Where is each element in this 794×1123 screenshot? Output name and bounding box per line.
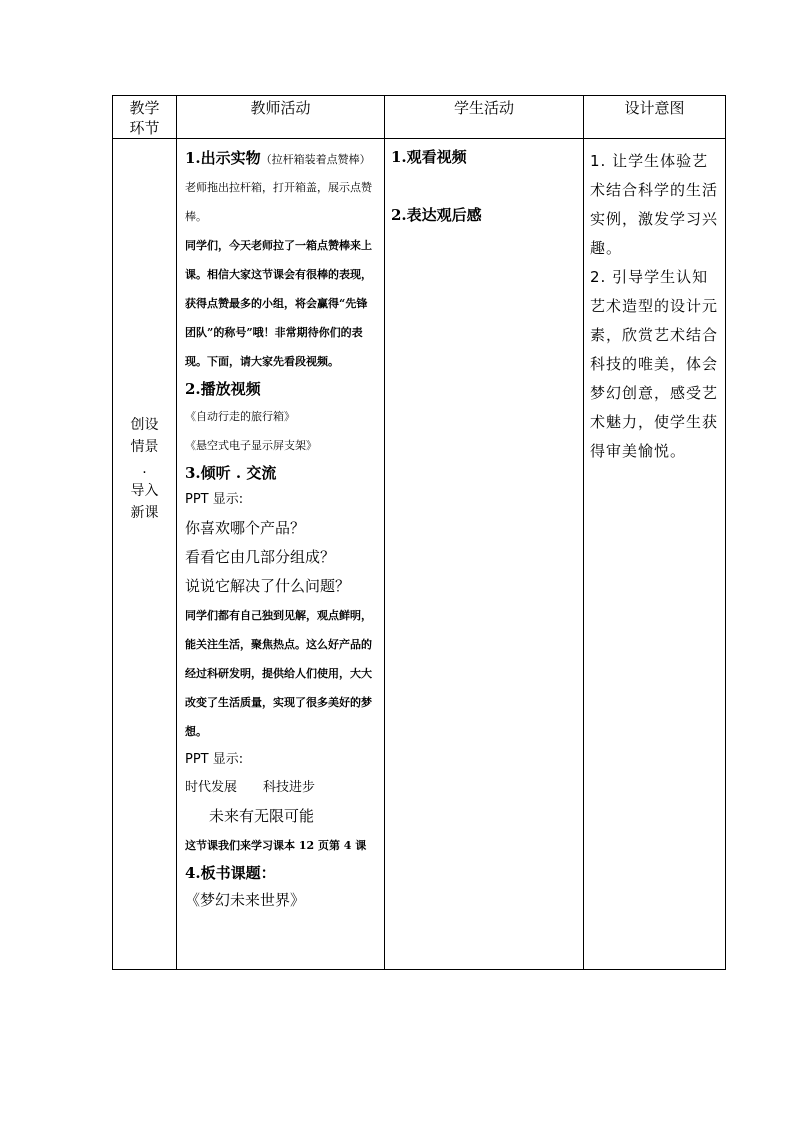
slogan-line bbox=[185, 774, 378, 802]
lesson-title: 《梦幻未来世界》 bbox=[185, 891, 306, 909]
slogan-2: 科技进步 bbox=[263, 780, 316, 795]
ppt-label-1: PPT 显示: bbox=[185, 492, 244, 507]
header-design: 设计意图 bbox=[584, 96, 726, 139]
step1-heading: 1.出示实物（拉杆箱装着点赞棒） bbox=[185, 149, 371, 167]
teacher-activity-cell bbox=[177, 139, 385, 970]
header-teacher: 教师活动 bbox=[177, 96, 385, 139]
student-item-2: 2.表达观后感 bbox=[391, 206, 482, 224]
question-3: 说说它解决了什么问题？ bbox=[185, 577, 351, 595]
design-point-2: 2. 引导学生认知艺术造型的设计元素，欣赏艺术结合科技的唯美，体会梦幻创意，感受艺术魅力，使学生获得审美愉悦。 bbox=[590, 268, 719, 460]
slogan-3: 未来有无限可能 bbox=[209, 807, 315, 825]
step3-speech: 同学们都有自己独到见解，观点鲜明，能关注生活，聚焦热点。这么好产品的经过科研发明，提供给人们使用，大大改变了生活质量，实现了很多美好的梦想。 bbox=[185, 609, 372, 738]
step2-heading: 2.播放视频 bbox=[185, 380, 261, 398]
student-item-1: 1.观看视频 bbox=[391, 148, 467, 166]
student-activity-cell bbox=[385, 139, 584, 970]
question-1: 你喜欢哪个产品？ bbox=[185, 519, 306, 537]
stage-cell bbox=[113, 139, 177, 970]
design-intent-cell bbox=[584, 139, 726, 970]
step4-heading: 4.板书课题： bbox=[185, 864, 276, 882]
lesson-plan-table bbox=[112, 95, 726, 970]
video-title-1: 《自动行走的旅行箱》 bbox=[185, 410, 295, 423]
step3-heading: 3.倾听 . 交流 bbox=[185, 464, 277, 482]
question-2: 看看它由几部分组成？ bbox=[185, 548, 336, 566]
content-row bbox=[113, 139, 726, 970]
header-row bbox=[113, 96, 726, 139]
slogan-1: 时代发展 bbox=[185, 780, 238, 795]
header-student: 学生活动 bbox=[385, 96, 584, 139]
header-stage: 教学 环节 bbox=[113, 96, 177, 139]
stage-label: 创设 情景 . 导入 新课 bbox=[130, 417, 159, 521]
ppt-label-2: PPT 显示: bbox=[185, 752, 244, 767]
step1-speech: 同学们，今天老师拉了一箱点赞棒来上课。相信大家这节课会有很棒的表现，获得点赞最多的小组，将会赢得“先锋团队”的称号”哦！非常期待你们的表现。下面，请大家先看段视频。 bbox=[185, 239, 372, 368]
video-title-2: 《悬空式电子显示屏支架》 bbox=[185, 439, 317, 452]
lesson-info: 这节课我们来学习课本 12 页第 4 课 bbox=[185, 839, 367, 852]
step1-description: 老师拖出拉杆箱，打开箱盖，展示点赞棒。 bbox=[185, 181, 372, 223]
design-point-1: 1. 让学生体验艺术结合科学的生活实例，激发学习兴趣。 bbox=[590, 152, 719, 257]
